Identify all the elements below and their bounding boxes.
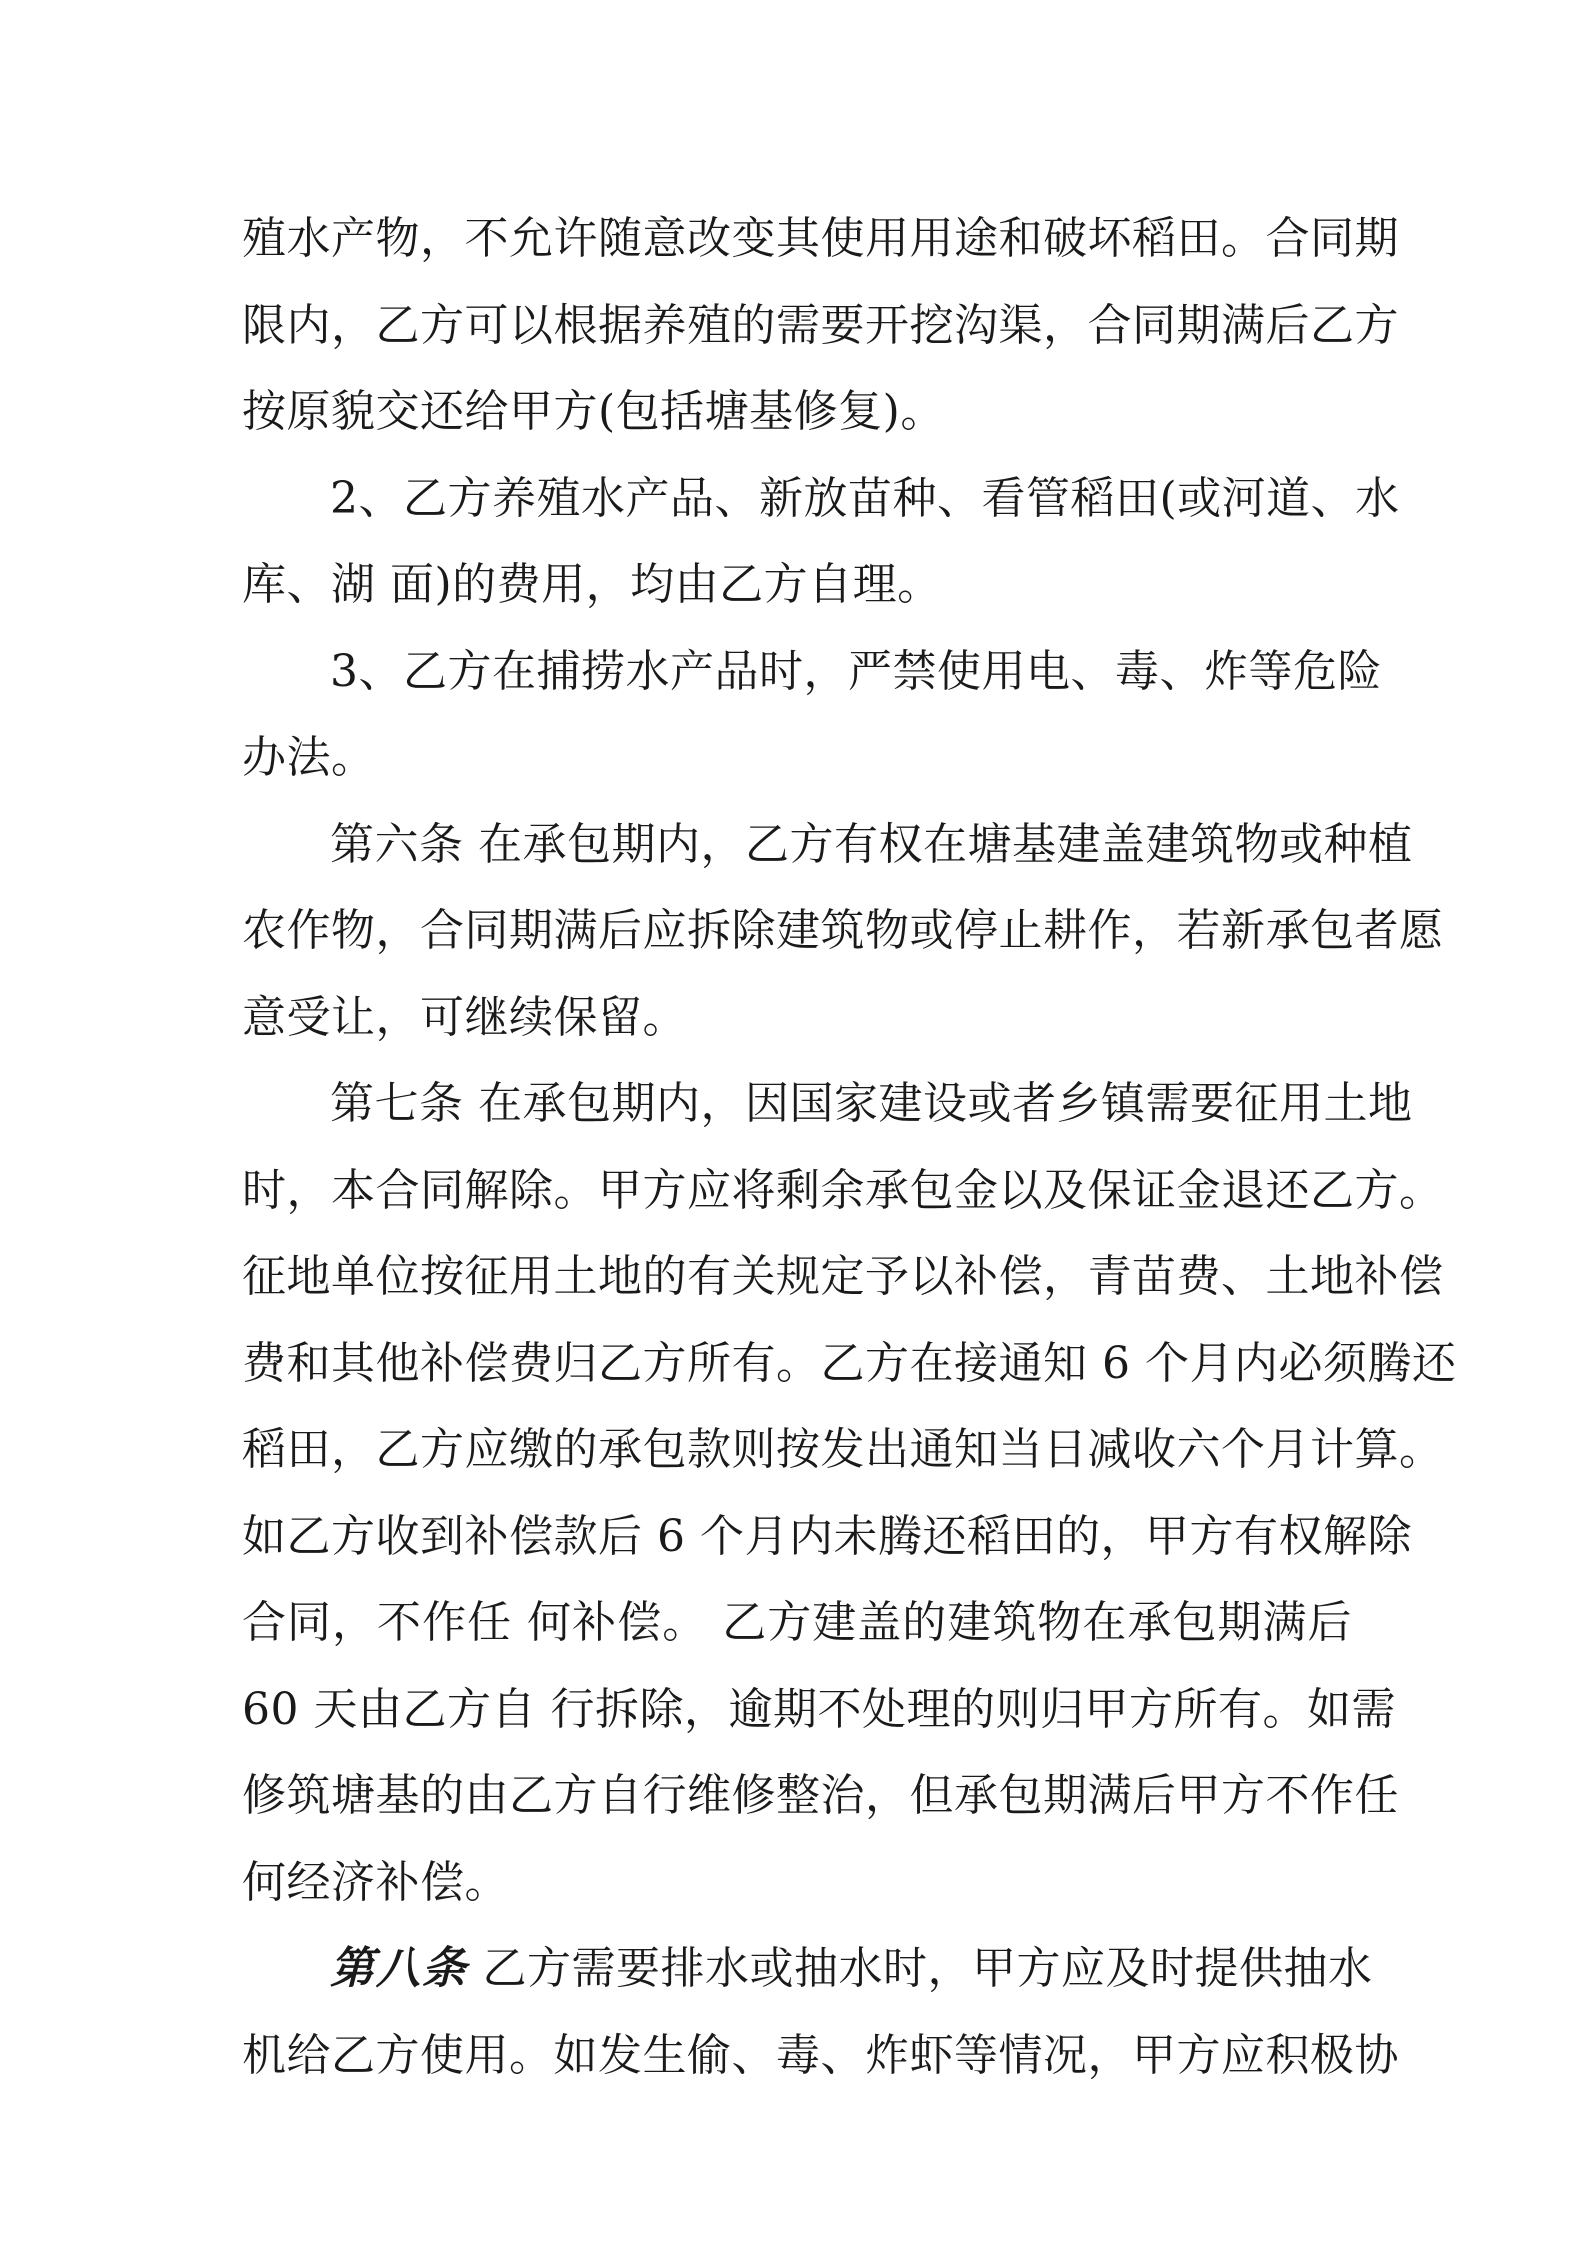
text-line: 意受让，可继续保留。	[242, 991, 687, 1043]
article-8-text: 乙方需要排水或抽水时，甲方应及时提供抽水	[468, 1943, 1373, 1994]
text-line: 何经济补偿。	[242, 1856, 509, 1908]
text-line: 费和其他补偿费归乙方所有。乙方在接通知 6 个月内必须腾还	[242, 1337, 1457, 1389]
article-7-heading-line: 第七条 在承包期内，因国家建设或者乡镇需要征用土地	[330, 1078, 1413, 1129]
article-6-heading-line: 第六条 在承包期内，乙方有权在塘基建盖建筑物或种植	[330, 818, 1413, 870]
text-line: 时，本合同解除。甲方应将剩余承包金以及保证金退还乙方。	[242, 1164, 1444, 1216]
text-line: 机给乙方使用。如发生偷、毒、炸虾等情况，甲方应积极协	[242, 2029, 1399, 2081]
text-line: 合同，不作任 何补偿。 乙方建盖的建筑物在承包期满后	[242, 1597, 1352, 1648]
text-line: 60 天由乙方自 行拆除，逾期不处理的则归甲方所有。如需	[242, 1683, 1396, 1735]
text-line: 殖水产物，不允许随意改变其使用用途和破坏稻田。合同期	[242, 213, 1399, 264]
text-line: 修筑塘基的由乙方自行维修整治，但承包期满后甲方不作任	[242, 1770, 1399, 1821]
article-8-heading-line	[242, 1926, 1373, 2013]
text-line: 按原貌交还给甲方(包括塘基修复)。	[242, 386, 945, 437]
contract-body	[242, 196, 1457, 2099]
text-line: 农作物，合同期满后应拆除建筑物或停止耕作，若新承包者愿	[242, 905, 1444, 956]
text-line: 如乙方收到补偿款后 6 个月内未腾还稻田的，甲方有权解除	[242, 1510, 1412, 1562]
text-line: 办法。	[242, 732, 376, 783]
text-line: 稻田，乙方应缴的承包款则按发出通知当日减收六个月计算。	[242, 1424, 1444, 1475]
text-line: 库、湖 面)的费用，均由乙方自理。	[242, 559, 942, 610]
article-8-handwritten-label: 第八条	[330, 1943, 468, 1994]
text-line: 征地单位按征用土地的有关规定予以补偿，青苗费、土地补偿	[242, 1251, 1444, 1302]
text-line: 限内，乙方可以根据养殖的需要开挖沟渠，合同期满后乙方	[242, 299, 1399, 351]
clause-item-2: 2、乙方养殖水产品、新放苗种、看管稻田(或河道、水	[330, 472, 1400, 524]
clause-item-3: 3、乙方在捕捞水产品时，严禁使用电、毒、炸等危险	[330, 645, 1382, 697]
